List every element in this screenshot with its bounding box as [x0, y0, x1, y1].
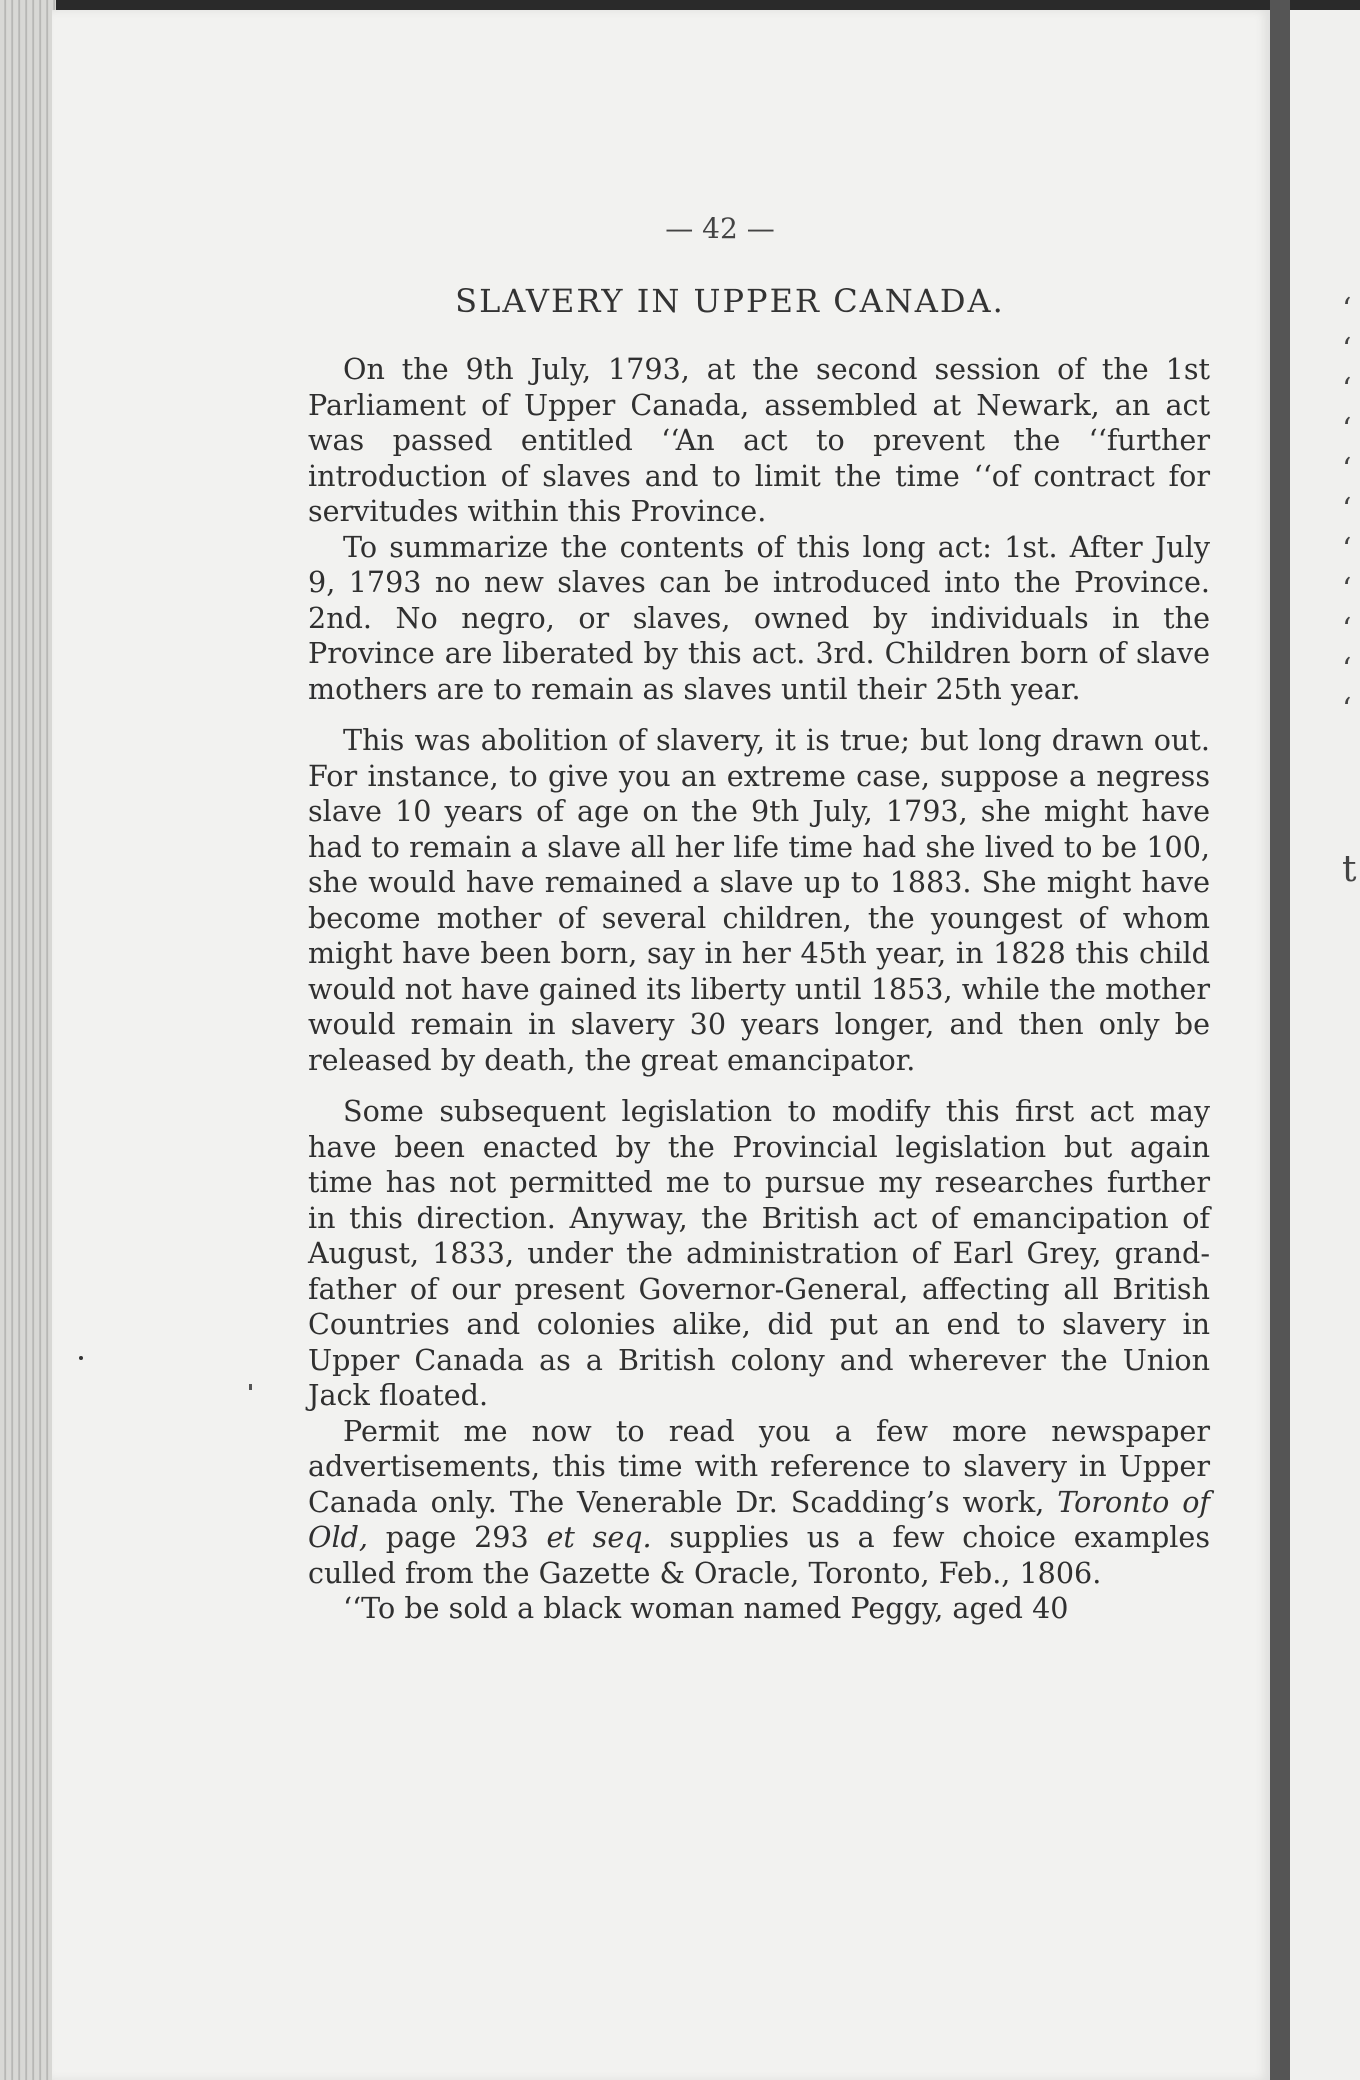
facing-mark: ‘: [1342, 692, 1352, 727]
facing-mark: ‘: [1342, 572, 1352, 607]
facing-mark: ‘: [1342, 292, 1352, 327]
facing-mark: ‘: [1342, 332, 1352, 367]
paragraph-text: Permit me now to read you a few more newspaper advertisements, this time with reference to slavery in Upper Canada only. The Venerable Dr. Scadding’s work,: [308, 1413, 1210, 1519]
book-gutter: [1270, 0, 1290, 2080]
facing-mark: ‘: [1342, 492, 1352, 527]
scan-speck: [79, 1356, 83, 1360]
et-seq-italic: et seq.: [546, 1520, 652, 1554]
facing-mark: ‘: [1342, 372, 1352, 407]
facing-mark: ‘: [1342, 532, 1352, 567]
body-text: [308, 352, 1210, 1627]
paragraph: This was abolition of slavery, it is true; but long drawn out. For instance, to give you an extreme case, suppose a negress slave 10 years of age on the 9th July, 1793, she might have had to remain a slave all her life time had she lived to be 100, she would have remained a slave up to 1883. She might have become mother of several children, the youngest of whom might have been born, say in her 45th year, in 1828 this child would not have gained its liberty until 1853, while the mother would remain in slavery 30 years longer, and then only be released by death, the great emancipator.: [308, 723, 1210, 1077]
page-edges: [0, 0, 56, 2080]
paragraph-text: supplies us a few choice examples culled from the Gazette & Oracle, Toronto, Feb., 1806.: [308, 1520, 1210, 1590]
facing-mark: t: [1342, 849, 1357, 890]
chapter-title: SLAVERY IN UPPER CANADA.: [455, 282, 1005, 320]
facing-mark: ‘: [1342, 452, 1352, 487]
book-title-italic: Toronto of Old,: [308, 1484, 1211, 1554]
scan-speck: [249, 1384, 252, 1390]
paragraph: ‘‘To be sold a black woman named Peggy, aged 40: [343, 1591, 1069, 1625]
facing-mark: ‘: [1342, 652, 1352, 687]
paragraph: Some subsequent legislation to modify this first act may have been enacted by the Provincial legislation but again time has not permitted me to pursue my researches further in this direction. Anyway, the British act of emancipation of August, 1833, under the administration of Earl Grey, grand-father of our present Governor-General, affecting all British Countries and colonies alike, did put an end to slavery in Upper Canada as a British colony and wherever the Union Jack floated.: [308, 1094, 1210, 1412]
facing-mark: ‘: [1342, 612, 1352, 647]
page-number: — 42 —: [665, 212, 775, 245]
paragraph-text: page 293: [367, 1520, 547, 1554]
paragraph: [308, 1414, 1210, 1592]
paragraph: On the 9th July, 1793, at the second session of the 1st Parliament of Upper Canada, assembled at Newark, an act was passed entitled ‘‘An act to prevent the ‘‘further introduction of slaves and to limit the time ‘‘of contract for servitudes within this Province.: [308, 352, 1210, 528]
facing-page-marks: [1342, 290, 1360, 890]
paragraph: To summarize the contents of this long act: 1st. After July 9, 1793 no new slaves can be introduced into the Province. 2nd. No negro, or slaves, owned by individuals in the Province are liberated by this act. 3rd. Children born of slave mothers are to remain as slaves until their 25th year.: [308, 529, 1210, 706]
facing-mark: ‘: [1342, 412, 1352, 447]
